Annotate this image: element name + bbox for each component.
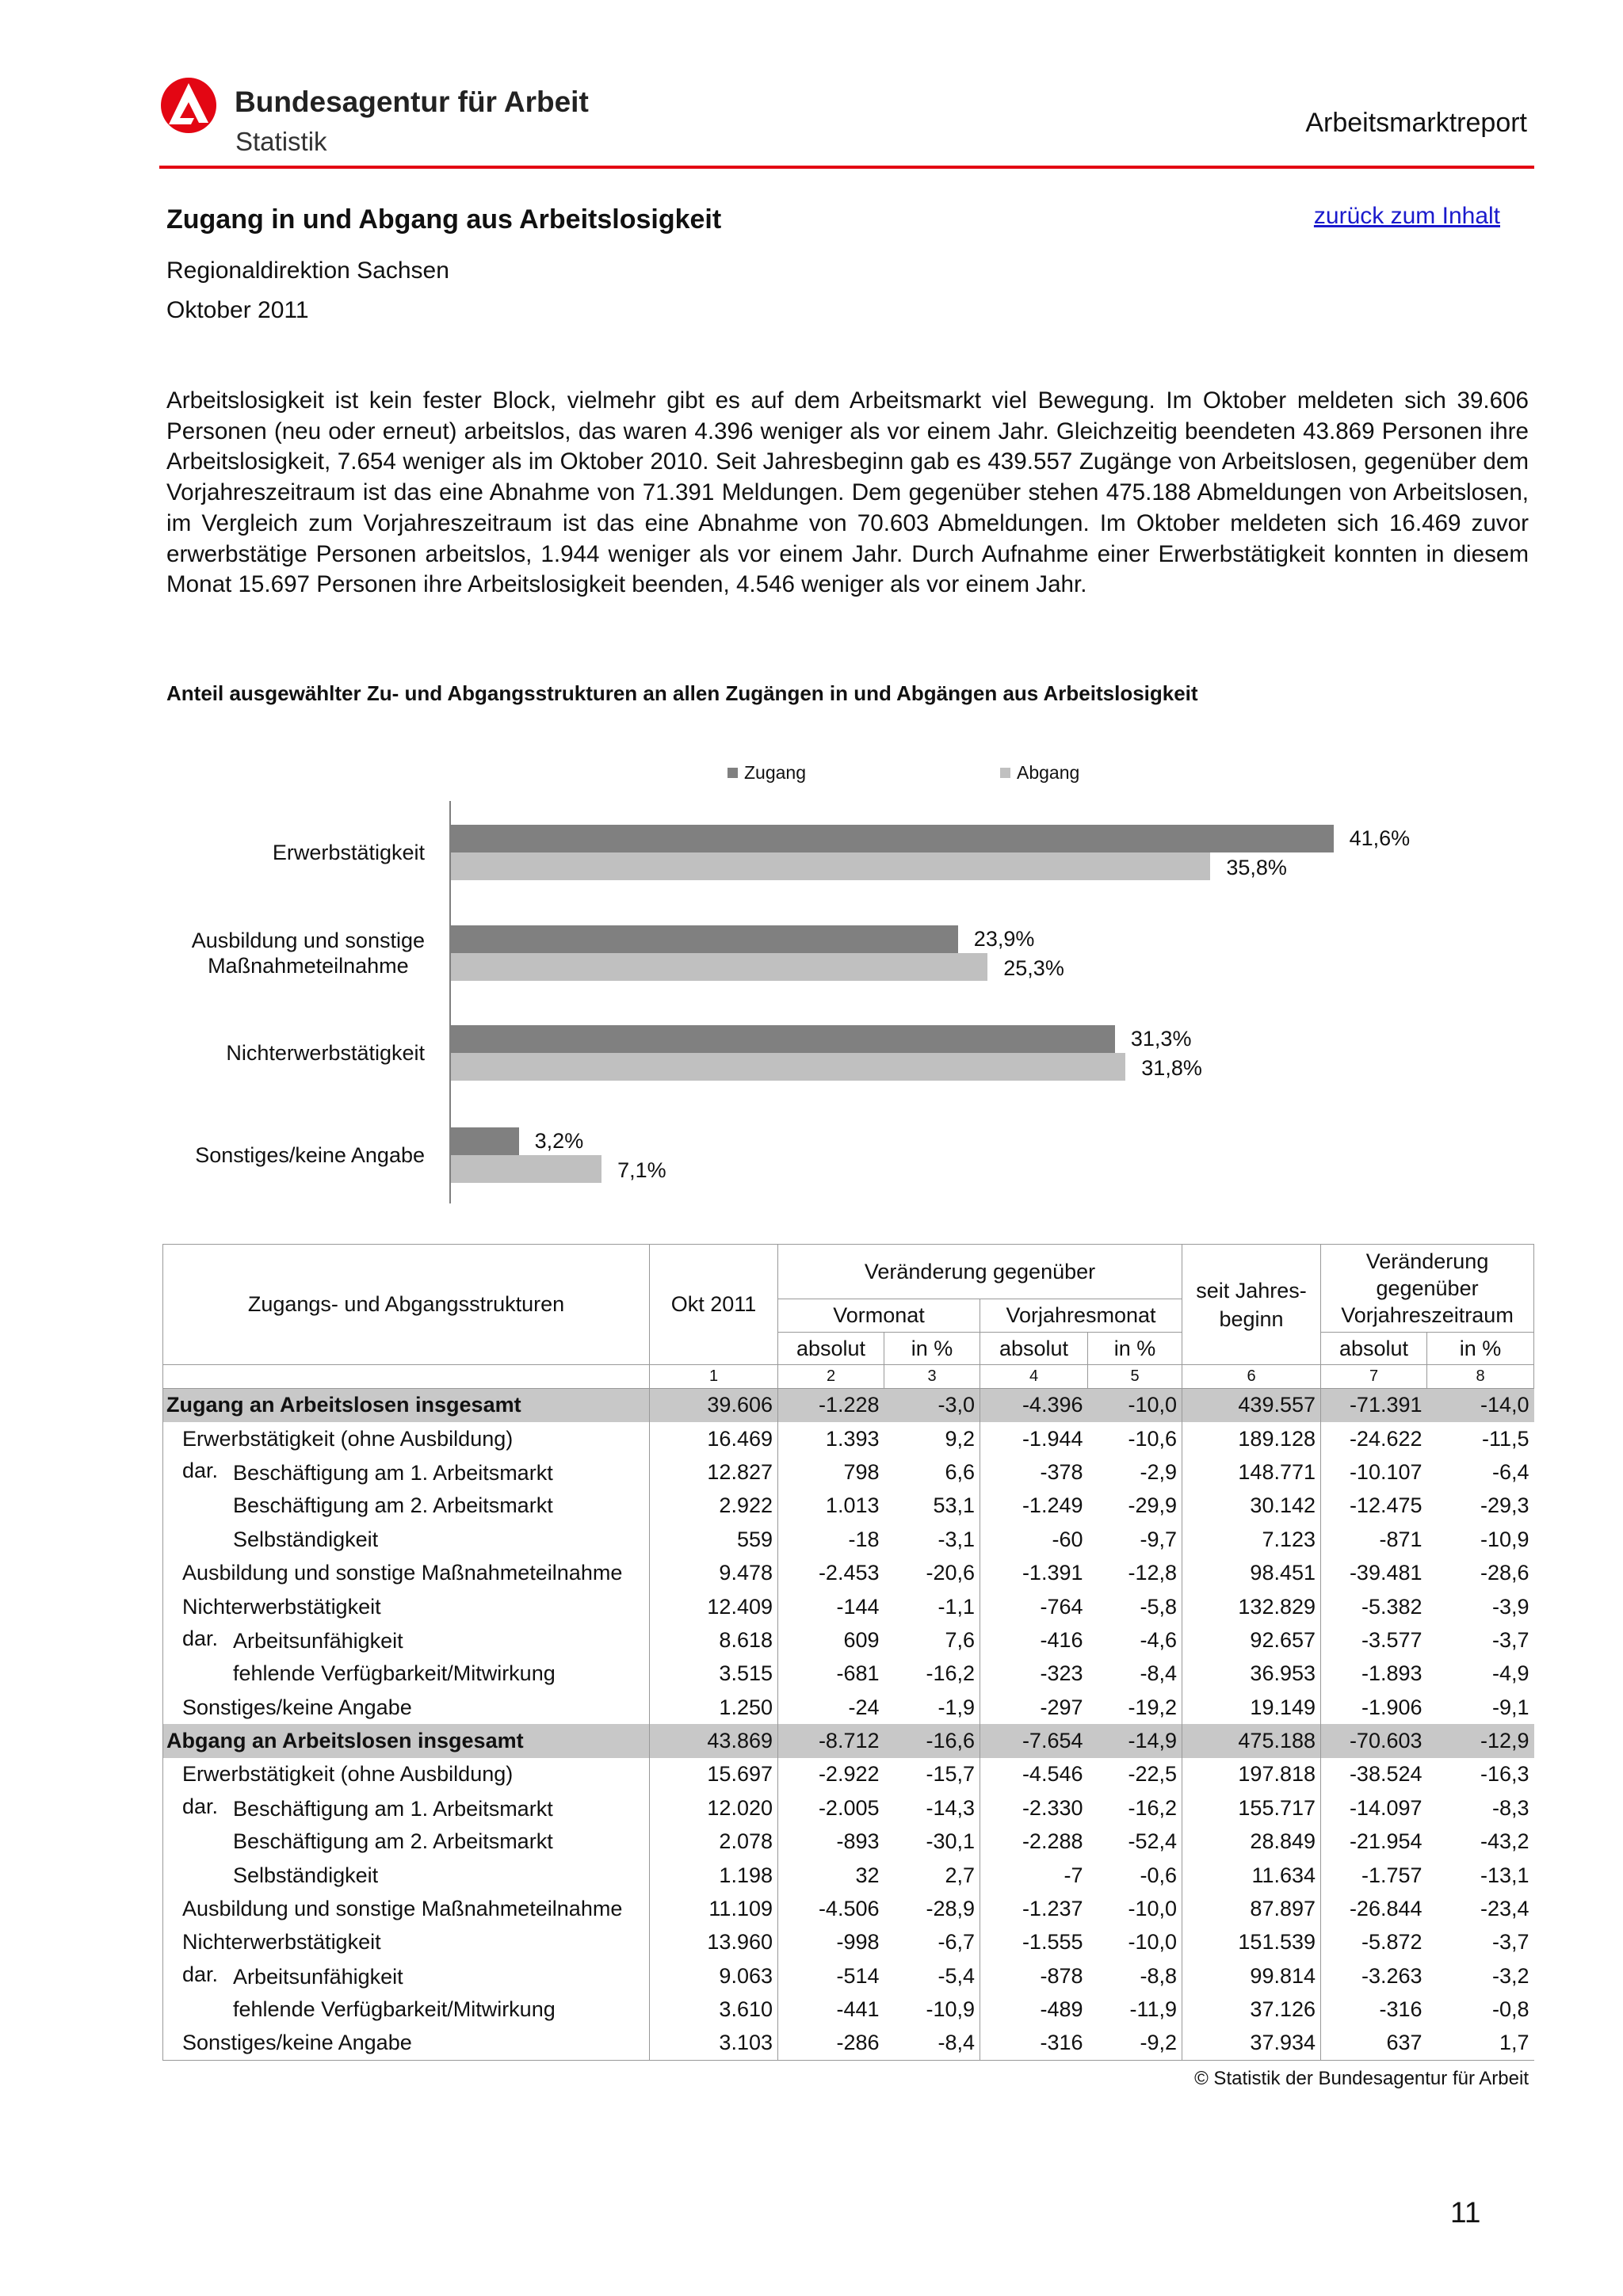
- row-label: Beschäftigung am 1. Arbeitsmarkt: [233, 1461, 553, 1486]
- value-cell: 9.478: [650, 1556, 778, 1589]
- value-cell: -10,0: [1088, 1892, 1182, 1925]
- value-cell: 43.869: [650, 1724, 778, 1757]
- value-cell: -4.546: [980, 1758, 1088, 1791]
- value-cell: -1.944: [980, 1422, 1088, 1455]
- value-cell: -1.555: [980, 1926, 1088, 1959]
- value-cell: 197.818: [1182, 1758, 1321, 1791]
- value-cell: -12,9: [1427, 1724, 1534, 1757]
- row-label: Beschäftigung am 1. Arbeitsmarkt: [233, 1797, 553, 1821]
- value-cell: 12.020: [650, 1791, 778, 1825]
- back-to-contents-link[interactable]: zurück zum Inhalt: [1313, 203, 1500, 229]
- value-cell: -144: [778, 1590, 884, 1623]
- value-cell: 8.618: [650, 1623, 778, 1657]
- value-cell: -29,9: [1088, 1489, 1182, 1523]
- legend-abgang: [1000, 762, 1079, 784]
- value-cell: -8,4: [1088, 1657, 1182, 1691]
- value-cell: -2.922: [778, 1758, 884, 1791]
- value-cell: 7,6: [945, 1627, 975, 1652]
- column-number: 3: [884, 1365, 980, 1389]
- table-row: [163, 1489, 1534, 1523]
- value-cell: -8.712: [778, 1724, 884, 1757]
- value-cell: -26.844: [1321, 1892, 1427, 1925]
- value-cell: -2.288: [980, 1825, 1088, 1859]
- value-cell: -12.475: [1321, 1489, 1427, 1523]
- value-cell: -1.249: [980, 1489, 1088, 1523]
- value-cell: -16,3: [1480, 1762, 1529, 1787]
- value-cell: 1.198: [650, 1859, 778, 1892]
- value-cell: 7.123: [1182, 1523, 1321, 1556]
- row-label: Beschäftigung am 2. Arbeitsmarkt: [233, 1493, 553, 1518]
- header-vormonat: Vormonat: [778, 1299, 980, 1333]
- value-cell: -14,3: [926, 1795, 975, 1820]
- summary-paragraph: Arbeitslosigkeit ist kein fester Block, vielmehr gibt es auf dem Arbeitsmarkt viel Bewegung. Im Oktober meldeten sich 39.606 Personen (neu oder erneut) arbeitslos, das waren 4.396 weniger als vor einem Jahr. Gleichzeitig beendeten 43.869 Personen ihre Arbeitslosigkeit, 7.654 weniger als im Oktober 2010. Seit Jahresbeginn gab es 439.557 Zugänge von Arbeitslosen, gegenüber dem Vorjahreszeitraum ist das eine Abnahme von 71.391 Meldungen. Dem gegenüber stehen 475.188 Abmeldungen von Arbeitslosen, im Vergleich zum Vorjahreszeitraum ist das eine Abnahme von 70.603 Abmeldungen. Im Oktober meldeten sich 16.469 zuvor erwerbstätige Personen arbeitslos, 1.944 weniger als vor einem Jahr. Durch Aufnahme einer Erwerbstätigkeit konnten in diesem Monat 15.697 Personen ihre Arbeitslosigkeit beenden, 4.546 weniger als vor einem Jahr.: [166, 387, 1529, 598]
- value-cell: -9,2: [1088, 2027, 1182, 2060]
- value-cell: -29,3: [1480, 1493, 1529, 1518]
- header-change: Veränderung gegenüber: [778, 1245, 1182, 1299]
- copyright: © Statistik der Bundesagentur für Arbeit: [1194, 2068, 1529, 2089]
- value-cell: -10,9: [926, 1997, 975, 2022]
- row-label: Erwerbstätigkeit (ohne Ausbildung): [182, 1426, 514, 1451]
- value-cell: 2.922: [650, 1489, 778, 1523]
- data-label: 35,8%: [1226, 856, 1287, 879]
- row-label: Arbeitsunfähigkeit: [233, 1965, 403, 1989]
- table-total-row: [163, 1389, 1534, 1422]
- value-cell: -514: [778, 1959, 884, 1993]
- value-cell: -893: [778, 1825, 884, 1859]
- value-cell: -10,0: [1088, 1926, 1182, 1959]
- table-row: [163, 1892, 1534, 1925]
- value-cell: -24: [778, 1691, 884, 1724]
- value-cell: -23,4: [1480, 1897, 1529, 1921]
- value-cell: -52,4: [1088, 1825, 1182, 1859]
- value-cell: -764: [980, 1590, 1088, 1623]
- bar-abgang: [451, 1053, 1125, 1081]
- row-label-cell: [163, 1422, 650, 1455]
- value-cell: -21.954: [1321, 1825, 1427, 1859]
- page-number: 11: [1450, 2196, 1481, 2229]
- value-cell: -13,1: [1480, 1863, 1529, 1887]
- value-cell: -6,7: [938, 1930, 975, 1955]
- value-cell: 1.013: [778, 1489, 884, 1523]
- value-cell: -2.453: [778, 1556, 884, 1589]
- row-label-cell: [163, 1993, 650, 2027]
- value-cell: -2.005: [778, 1791, 884, 1825]
- value-cell: 11.634: [1182, 1859, 1321, 1892]
- row-label-cell: [163, 1455, 650, 1489]
- value-cell: -11,5: [1481, 1426, 1529, 1451]
- value-cell: 32: [778, 1859, 884, 1892]
- value-cell: 98.451: [1182, 1556, 1321, 1589]
- value-cell: -19,2: [1088, 1691, 1182, 1724]
- value-cell: -43,2: [1480, 1829, 1529, 1854]
- row-label-cell: [163, 1825, 650, 1859]
- value-cell: -8,4: [884, 2027, 980, 2060]
- value-cell: -3.577: [1321, 1623, 1427, 1657]
- month-label: Oktober 2011: [166, 297, 309, 323]
- value-cell: -441: [778, 1993, 884, 2027]
- table-row: [163, 1623, 1534, 1657]
- category-label: Ausbildung und sonstige Maßnahmeteilnahme: [191, 929, 425, 978]
- header-pct: in %: [884, 1333, 980, 1365]
- value-cell: 132.829: [1182, 1590, 1321, 1623]
- value-cell: -14.097: [1321, 1791, 1427, 1825]
- value-cell: 148.771: [1182, 1455, 1321, 1489]
- value-cell: 16.469: [650, 1422, 778, 1455]
- value-cell: 637: [1321, 2027, 1427, 2060]
- value-cell: 2,7: [945, 1863, 975, 1887]
- table-row: [163, 1959, 1534, 1993]
- header-divider: [159, 166, 1534, 169]
- value-cell: -1.757: [1321, 1859, 1427, 1892]
- value-cell: -10,9: [1480, 1527, 1529, 1551]
- value-cell: -871: [1321, 1523, 1427, 1556]
- data-label: 41,6%: [1349, 826, 1411, 850]
- table-row: [163, 1556, 1534, 1589]
- ba-logo-icon: [159, 77, 218, 134]
- value-cell: 155.717: [1182, 1791, 1321, 1825]
- value-cell: 53,1: [933, 1493, 975, 1518]
- value-cell: 11.109: [650, 1892, 778, 1925]
- row-label: fehlende Verfügbarkeit/Mitwirkung: [233, 1997, 556, 2022]
- row-label-cell: [163, 1892, 650, 1925]
- value-cell: -16,2: [926, 1661, 975, 1686]
- value-cell: -8,3: [1492, 1795, 1529, 1820]
- value-cell: -60: [980, 1523, 1088, 1556]
- value-cell: -3,7: [1492, 1627, 1529, 1652]
- value-cell: -3,0: [884, 1389, 980, 1422]
- value-cell: -39.481: [1321, 1556, 1427, 1589]
- header-since-year: seit Jahres- beginn: [1182, 1245, 1321, 1365]
- row-label: Beschäftigung am 2. Arbeitsmarkt: [233, 1829, 553, 1854]
- header-okt: Okt 2011: [650, 1245, 778, 1365]
- table-row: [163, 1590, 1534, 1623]
- value-cell: -4.506: [778, 1892, 884, 1925]
- value-cell: -1.893: [1321, 1657, 1427, 1691]
- value-cell: -681: [778, 1657, 884, 1691]
- table-row: [163, 2027, 1534, 2060]
- value-cell: 2.078: [650, 1825, 778, 1859]
- value-cell: -1.237: [980, 1892, 1088, 1925]
- row-label-cell: [163, 1523, 650, 1556]
- value-cell: -7.654: [980, 1724, 1088, 1757]
- value-cell: -316: [980, 2027, 1088, 2060]
- bar-zugang: [451, 825, 1334, 852]
- value-cell: -5,8: [1088, 1590, 1182, 1623]
- value-cell: -0,8: [1492, 1997, 1529, 2022]
- data-label: 25,3%: [1003, 956, 1064, 980]
- value-cell: 12.409: [650, 1590, 778, 1623]
- value-cell: 28.849: [1182, 1825, 1321, 1859]
- value-cell: 15.697: [650, 1758, 778, 1791]
- header-pct: in %: [1427, 1333, 1534, 1365]
- row-label-cell: [163, 1691, 650, 1724]
- data-label: 7,1%: [617, 1158, 666, 1182]
- table-row: [163, 1993, 1534, 2027]
- header-blank: [163, 1365, 650, 1389]
- value-cell: 6,6: [945, 1459, 975, 1484]
- value-cell: -22,5: [1088, 1758, 1182, 1791]
- row-prefix: dar.: [182, 1794, 219, 1819]
- value-cell: -11,9: [1088, 1993, 1182, 2027]
- header-abs: absolut: [778, 1333, 884, 1365]
- table-row: [163, 1926, 1534, 1959]
- value-cell: -3,2: [1492, 1963, 1529, 1988]
- region-label: Regionaldirektion Sachsen: [166, 257, 449, 284]
- value-cell: -70.603: [1321, 1724, 1427, 1757]
- row-label-cell: [163, 1724, 650, 1757]
- value-cell: -323: [980, 1657, 1088, 1691]
- column-number: 8: [1427, 1365, 1534, 1389]
- value-cell: 12.827: [650, 1455, 778, 1489]
- org-subtitle: Statistik: [235, 127, 327, 156]
- legend-zugang: [727, 762, 806, 784]
- column-number: 2: [778, 1365, 884, 1389]
- legend-label: Abgang: [1017, 762, 1080, 783]
- column-number: 1: [650, 1365, 778, 1389]
- value-cell: 36.953: [1182, 1657, 1321, 1691]
- value-cell: 37.934: [1182, 2027, 1321, 2060]
- value-cell: 559: [650, 1523, 778, 1556]
- row-label: Ausbildung und sonstige Maßnahmeteilnahme: [182, 1897, 623, 1921]
- column-number: 5: [1088, 1365, 1182, 1389]
- header-abs: absolut: [980, 1333, 1088, 1365]
- row-label: fehlende Verfügbarkeit/Mitwirkung: [233, 1661, 556, 1686]
- value-cell: -10,6: [1088, 1422, 1182, 1455]
- header-vorjahresmonat: Vorjahresmonat: [980, 1299, 1182, 1333]
- value-cell: -20,6: [926, 1561, 975, 1585]
- value-cell: 151.539: [1182, 1926, 1321, 1959]
- header-change-prev-year: Veränderung gegenüber Vorjahreszeitraum: [1321, 1245, 1534, 1333]
- value-cell: -14,9: [1088, 1724, 1182, 1757]
- row-label-cell: [163, 1590, 650, 1623]
- value-cell: -16,6: [884, 1724, 980, 1757]
- value-cell: 439.557: [1182, 1389, 1321, 1422]
- category-label: Erwerbstätigkeit: [272, 841, 425, 864]
- value-cell: 475.188: [1182, 1724, 1321, 1757]
- table-row: [163, 1791, 1534, 1825]
- value-cell: -12,8: [1088, 1556, 1182, 1589]
- org-name: Bundesagentur für Arbeit: [235, 86, 589, 118]
- column-number: 4: [980, 1365, 1088, 1389]
- value-cell: -4.396: [980, 1389, 1088, 1422]
- table-row: [163, 1758, 1534, 1791]
- value-cell: -9,1: [1492, 1695, 1529, 1719]
- value-cell: -489: [980, 1993, 1088, 2027]
- value-cell: -18: [778, 1523, 884, 1556]
- value-cell: -2.330: [980, 1791, 1088, 1825]
- value-cell: -15,7: [926, 1762, 975, 1787]
- value-cell: 19.149: [1182, 1691, 1321, 1724]
- value-cell: -6,4: [1492, 1459, 1529, 1484]
- value-cell: -0,6: [1088, 1859, 1182, 1892]
- legend-swatch: [1000, 768, 1010, 778]
- value-cell: -7: [980, 1859, 1088, 1892]
- bar-zugang: [451, 1025, 1115, 1053]
- row-label: Sonstiges/keine Angabe: [182, 2031, 412, 2055]
- page-title: Zugang in und Abgang aus Arbeitslosigkeit: [166, 204, 722, 235]
- value-cell: -1.391: [980, 1556, 1088, 1589]
- table-row: [163, 1422, 1534, 1455]
- value-cell: -3.263: [1321, 1959, 1427, 1993]
- value-cell: -3,1: [938, 1527, 975, 1551]
- data-label: 31,8%: [1141, 1056, 1202, 1080]
- value-cell: -8,8: [1088, 1959, 1182, 1993]
- data-label: 3,2%: [534, 1129, 584, 1153]
- row-label: Arbeitsunfähigkeit: [233, 1629, 403, 1653]
- value-cell: -14,0: [1427, 1389, 1534, 1422]
- table-row: [163, 1523, 1534, 1556]
- value-cell: 1,7: [1427, 2027, 1534, 2060]
- row-label-cell: [163, 1926, 650, 1959]
- value-cell: -2,9: [1088, 1455, 1182, 1489]
- table-row: [163, 1691, 1534, 1724]
- value-cell: 99.814: [1182, 1959, 1321, 1993]
- value-cell: -3,9: [1492, 1594, 1529, 1619]
- value-cell: -286: [778, 2027, 884, 2060]
- row-label: Ausbildung und sonstige Maßnahmeteilnahme: [182, 1561, 623, 1585]
- row-label: Zugang an Arbeitslosen insgesamt: [166, 1393, 521, 1417]
- category-label: Nichterwerbstätigkeit: [226, 1041, 425, 1065]
- value-cell: -10,0: [1088, 1389, 1182, 1422]
- value-cell: 3.103: [650, 2027, 778, 2060]
- value-cell: 3.610: [650, 1993, 778, 2027]
- value-cell: -1,9: [938, 1695, 975, 1719]
- value-cell: -24.622: [1321, 1422, 1427, 1455]
- value-cell: 9.063: [650, 1959, 778, 1993]
- bar-abgang: [451, 953, 987, 981]
- table-row: [163, 1859, 1534, 1892]
- row-prefix: dar.: [182, 1962, 219, 1987]
- value-cell: -16,2: [1088, 1791, 1182, 1825]
- table-row: [163, 1657, 1534, 1691]
- table-total-row: [163, 1724, 1534, 1757]
- value-cell: -5.382: [1321, 1590, 1427, 1623]
- chart-title: Anteil ausgewählter Zu- und Abgangsstrukturen an allen Zugängen in und Abgängen aus Arbeitslosigkeit: [166, 681, 1198, 705]
- value-cell: -5.872: [1321, 1926, 1427, 1959]
- value-cell: 798: [778, 1455, 884, 1489]
- table-row: [163, 1825, 1534, 1859]
- bar-zugang: [451, 925, 958, 953]
- row-label-cell: [163, 1657, 650, 1691]
- legend-swatch: [727, 768, 738, 778]
- value-cell: -5,4: [938, 1963, 975, 1988]
- bar-zugang: [451, 1127, 519, 1155]
- value-cell: -878: [980, 1959, 1088, 1993]
- value-cell: 39.606: [650, 1389, 778, 1422]
- row-label: Erwerbstätigkeit (ohne Ausbildung): [182, 1762, 514, 1787]
- row-label: Sonstiges/keine Angabe: [182, 1695, 412, 1719]
- value-cell: -297: [980, 1691, 1088, 1724]
- report-name: Arbeitsmarktreport: [1305, 108, 1527, 138]
- value-cell: 1.250: [650, 1691, 778, 1724]
- value-cell: 37.126: [1182, 1993, 1321, 2027]
- row-label-cell: [163, 1389, 650, 1422]
- row-prefix: dar.: [182, 1459, 219, 1483]
- value-cell: -28,9: [926, 1897, 975, 1921]
- value-cell: -1,1: [938, 1594, 975, 1619]
- value-cell: -30,1: [926, 1829, 975, 1854]
- row-label-cell: [163, 1556, 650, 1589]
- legend-label: Zugang: [744, 762, 807, 783]
- value-cell: -1.228: [778, 1389, 884, 1422]
- value-cell: -316: [1321, 1993, 1427, 2027]
- column-number: 6: [1182, 1365, 1321, 1389]
- value-cell: 1.393: [778, 1422, 884, 1455]
- value-cell: 9,2: [945, 1426, 975, 1451]
- value-cell: 189.128: [1182, 1422, 1321, 1455]
- row-label-cell: [163, 1859, 650, 1892]
- flows-table: [162, 1244, 1534, 2061]
- row-label-cell: [163, 1623, 650, 1657]
- value-cell: 30.142: [1182, 1489, 1321, 1523]
- value-cell: -4,6: [1088, 1623, 1182, 1657]
- bar-abgang: [451, 1155, 601, 1183]
- value-cell: 13.960: [650, 1926, 778, 1959]
- value-cell: -4,9: [1492, 1661, 1529, 1686]
- header-structures: Zugangs- und Abgangsstrukturen: [163, 1245, 650, 1365]
- value-cell: -10.107: [1321, 1455, 1427, 1489]
- row-label: Selbständigkeit: [233, 1863, 379, 1887]
- data-label: 23,9%: [973, 927, 1035, 951]
- row-label: Nichterwerbstätigkeit: [182, 1594, 381, 1619]
- row-label-cell: [163, 1489, 650, 1523]
- column-number: 7: [1321, 1365, 1427, 1389]
- row-label: Selbständigkeit: [233, 1527, 379, 1551]
- value-cell: -38.524: [1321, 1758, 1427, 1791]
- header-pct: in %: [1088, 1333, 1182, 1365]
- row-label-cell: [163, 1758, 650, 1791]
- row-prefix: dar.: [182, 1627, 219, 1651]
- value-cell: 92.657: [1182, 1623, 1321, 1657]
- value-cell: -416: [980, 1623, 1088, 1657]
- row-label-cell: [163, 1791, 650, 1825]
- value-cell: -71.391: [1321, 1389, 1427, 1422]
- value-cell: -9,7: [1088, 1523, 1182, 1556]
- row-label-cell: [163, 1959, 650, 1993]
- data-label: 31,3%: [1130, 1027, 1192, 1051]
- value-cell: -28,6: [1480, 1561, 1529, 1585]
- value-cell: -378: [980, 1455, 1088, 1489]
- value-cell: -998: [778, 1926, 884, 1959]
- row-label: Abgang an Arbeitslosen insgesamt: [166, 1729, 524, 1753]
- value-cell: 3.515: [650, 1657, 778, 1691]
- row-label: Nichterwerbstätigkeit: [182, 1930, 381, 1955]
- value-cell: -1.906: [1321, 1691, 1427, 1724]
- value-cell: 609: [778, 1623, 884, 1657]
- value-cell: -3,7: [1492, 1930, 1529, 1955]
- value-cell: 87.897: [1182, 1892, 1321, 1925]
- table-row: [163, 1455, 1534, 1489]
- row-label-cell: [163, 2027, 650, 2060]
- category-label: Sonstiges/keine Angabe: [195, 1143, 425, 1167]
- bar-abgang: [451, 852, 1210, 880]
- header-abs: absolut: [1321, 1333, 1427, 1365]
